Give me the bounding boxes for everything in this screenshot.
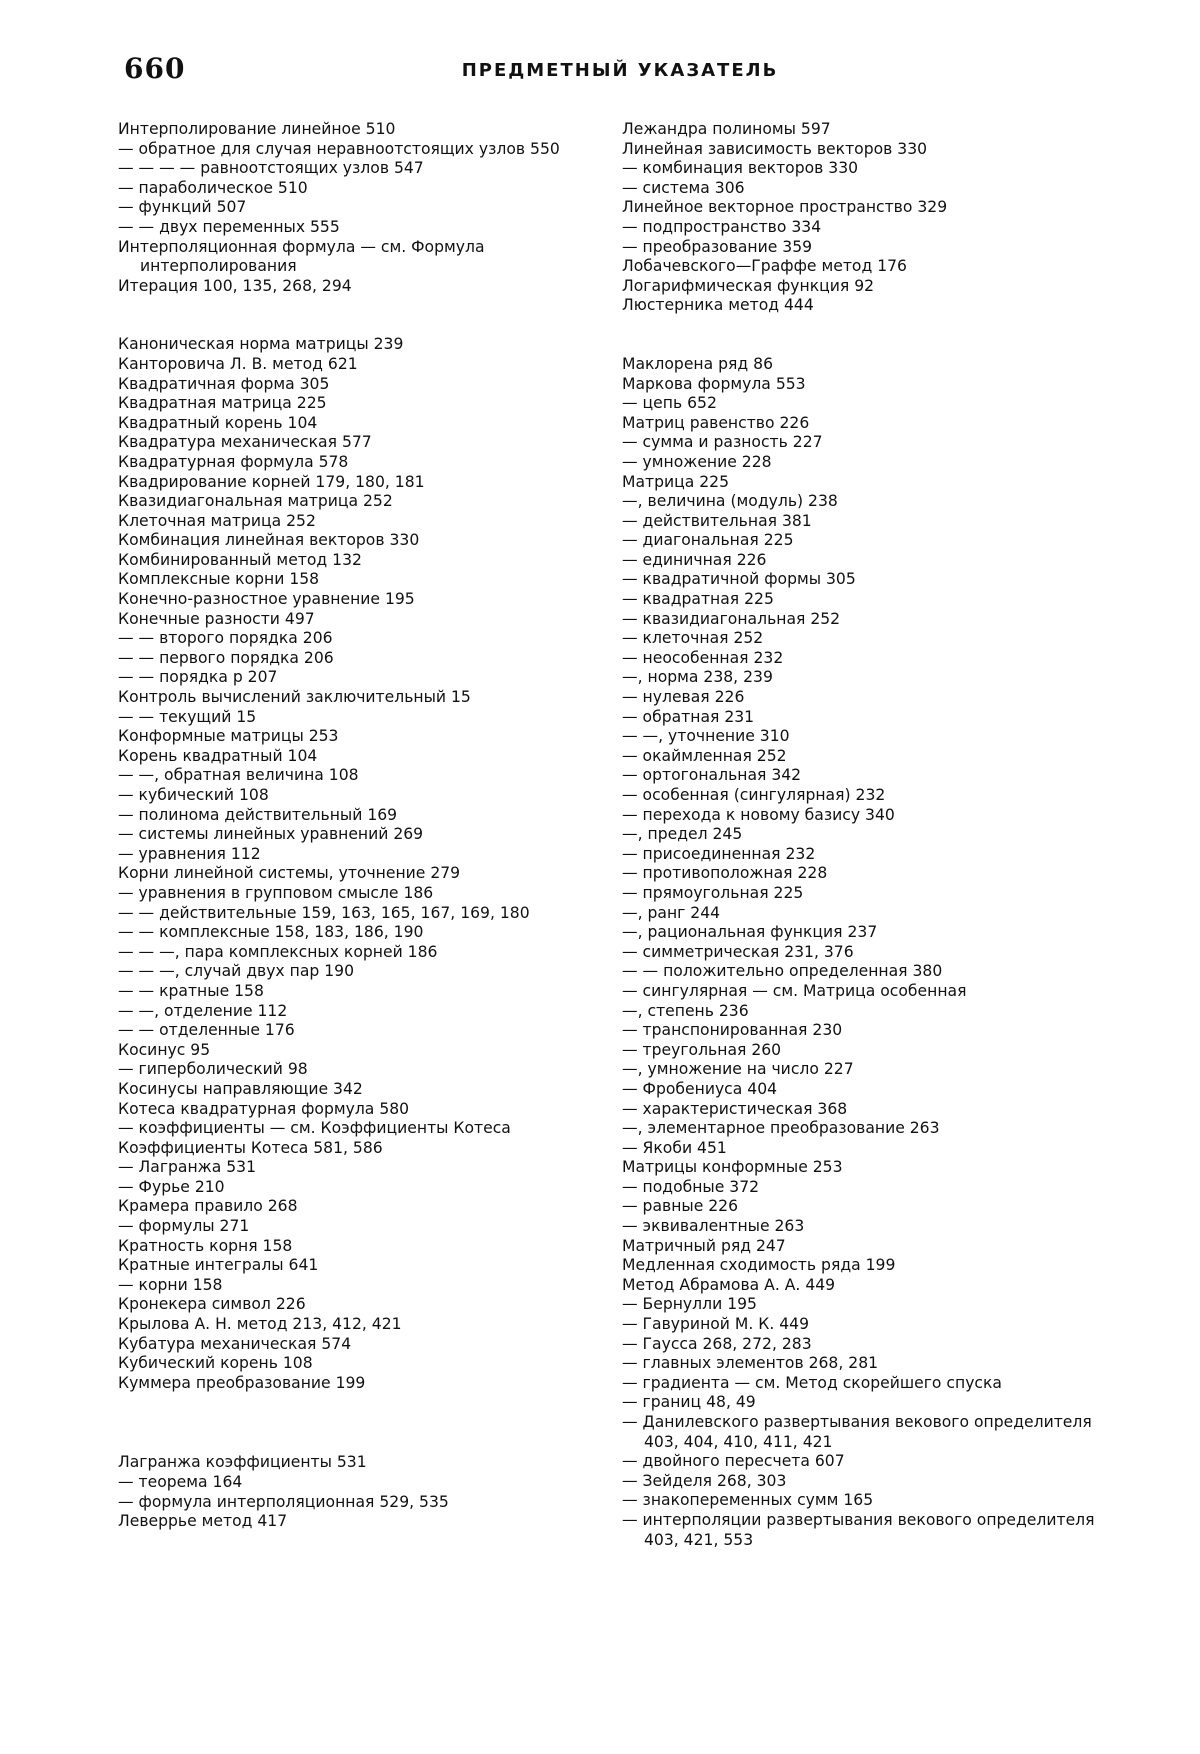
- index-entry: — окаймленная 252: [622, 746, 787, 765]
- index-entry: Корни линейной системы, уточнение 279: [118, 864, 461, 883]
- index-entry: — коэффициенты — см. Коэффициенты Котеса: [118, 1119, 511, 1138]
- index-entry: — — положительно определенная 380: [622, 962, 943, 981]
- index-entry: — кубический 108: [118, 786, 269, 804]
- index-entry: — неособенная 232: [622, 648, 784, 667]
- index-entry: —, степень 236: [622, 1001, 749, 1020]
- index-entry: — перехода к новому базису 340: [622, 805, 895, 824]
- index-entry: Крылова А. Н. метод 213, 412, 421: [118, 1315, 402, 1334]
- index-column-left: [118, 120, 596, 1532]
- index-entry: — прямоугольная 225: [622, 883, 804, 902]
- index-entry: — —, уточнение 310: [622, 727, 790, 746]
- index-entry: Интерполирование линейное 510: [118, 120, 396, 138]
- index-entry: Кронекера символ 226: [118, 1295, 306, 1314]
- index-entry: — Лагранжа 531: [118, 1158, 256, 1177]
- index-entry: Котеса квадратурная формула 580: [118, 1099, 410, 1118]
- index-entry: Конформные матрицы 253: [118, 727, 339, 746]
- index-entry: Крамера правило 268: [118, 1197, 298, 1216]
- index-entry: — двойного пересчета 607: [622, 1452, 845, 1471]
- index-entry: Клеточная матрица 252: [118, 511, 316, 530]
- page-title: ПРЕДМЕТНЫЙ УКАЗАТЕЛЬ: [461, 60, 779, 81]
- index-entry: — интерполяции развертывания векового определителя 403, 421, 553: [622, 1510, 1095, 1549]
- index-entry: — — первого порядка 206: [118, 648, 334, 667]
- index-entry: Комплексные корни 158: [118, 570, 320, 589]
- index-entry: Люстерника метод 444: [622, 296, 814, 315]
- index-section-k: [118, 335, 596, 1393]
- index-entry: — Гаусса 268, 272, 283: [622, 1334, 812, 1353]
- index-entry: — обратная 231: [622, 707, 755, 726]
- index-entry: Косинус 95: [118, 1040, 211, 1059]
- index-entry: — единичная 226: [622, 550, 767, 569]
- index-entry: — комбинация векторов 330: [622, 159, 859, 178]
- index-entry: — главных элементов 268, 281: [622, 1354, 879, 1373]
- index-entry: Кубический корень 108: [118, 1354, 313, 1373]
- index-entry: Интерполяционная формула — см. Формула интерполирования: [118, 237, 485, 276]
- index-entry: Лобачевского—Граффе метод 176: [622, 257, 907, 276]
- index-entry: — умножение 228: [622, 452, 772, 471]
- index-entry: —, ранг 244: [622, 903, 721, 922]
- index-entry: Квадратурная формула 578: [118, 452, 349, 471]
- index-entry: Конечные разности 497: [118, 609, 315, 628]
- index-entry: Логарифмическая функция 92: [622, 276, 875, 295]
- index-entry: Метод Абрамова А. А. 449: [622, 1275, 836, 1294]
- index-entry: Леверрье метод 417: [118, 1512, 288, 1531]
- index-entry: Контроль вычислений заключительный 15: [118, 688, 471, 707]
- index-entry: — границ 48, 49: [622, 1393, 756, 1412]
- index-entry: Матриц равенство 226: [622, 413, 810, 432]
- index-entry: — Гавуриной М. К. 449: [622, 1315, 810, 1334]
- index-entry: Косинусы направляющие 342: [118, 1079, 363, 1098]
- index-entry: Квадратура механическая 577: [118, 433, 372, 452]
- index-entry: — преобразование 359: [622, 237, 813, 256]
- index-entry: — параболическое 510: [118, 178, 308, 197]
- index-entry: — транспонированная 230: [622, 1021, 843, 1040]
- index-entry: Комбинация линейная векторов 330: [118, 531, 420, 550]
- index-entry: Итерация 100, 135, 268, 294: [118, 276, 352, 295]
- index-entry: — функций 507: [118, 198, 247, 217]
- index-entry: Корень квадратный 104: [118, 746, 318, 765]
- index-section-l: [118, 1453, 596, 1531]
- index-entry: — знакопеременных сумм 165: [622, 1491, 874, 1510]
- index-entry: Кратность корня 158: [118, 1236, 293, 1255]
- index-entry: — — отделенные 176: [118, 1021, 295, 1040]
- index-entry: — цепь 652: [622, 394, 717, 413]
- index-entry: — сумма и разность 227: [622, 433, 823, 452]
- index-entry: — равные 226: [622, 1197, 739, 1216]
- index-entry: Линейное векторное пространство 329: [622, 198, 948, 217]
- index-entry: — треугольная 260: [622, 1040, 782, 1059]
- index-entry: — Данилевского развертывания векового определителя 403, 404, 410, 411, 421: [622, 1413, 1092, 1451]
- index-section-m: [622, 355, 1100, 1550]
- index-entry: Матрица 225: [622, 472, 730, 491]
- index-entry: — полинома действительный 169: [118, 805, 398, 824]
- index-entry: —, величина (модуль) 238: [622, 492, 838, 511]
- index-entry: — — порядка p 207: [118, 668, 278, 687]
- index-entry: — диагональная 225: [622, 531, 794, 550]
- index-entry: — подпространство 334: [622, 217, 822, 236]
- index-entry: Лежандра полиномы 597: [622, 120, 831, 138]
- index-entry: Конечно-разностное уравнение 195: [118, 590, 415, 609]
- index-entry: — противоположная 228: [622, 864, 828, 883]
- index-entry: Квазидиагональная матрица 252: [118, 492, 393, 511]
- index-entry: Квадратный корень 104: [118, 413, 318, 432]
- index-entry: Медленная сходимость ряда 199: [622, 1256, 896, 1275]
- index-entry: Лагранжа коэффициенты 531: [118, 1453, 367, 1472]
- index-entry: —, норма 238, 239: [622, 668, 773, 687]
- index-entry: — симметрическая 231, 376: [622, 942, 854, 961]
- index-entry: — — —, случай двух пар 190: [118, 962, 354, 981]
- index-entry: — ортогональная 342: [622, 766, 802, 785]
- index-entry: — квазидиагональная 252: [622, 609, 841, 628]
- index-entry: — обратное для случая неравноотстоящих узлов 550: [118, 139, 560, 158]
- index-entry: —, элементарное преобразование 263: [622, 1119, 940, 1138]
- index-entry: — квадратная 225: [622, 590, 774, 609]
- index-entry: Каноническая норма матрицы 239: [118, 335, 404, 354]
- index-entry: — —, отделение 112: [118, 1001, 288, 1020]
- index-entry: — — второго порядка 206: [118, 629, 333, 648]
- page-number: 660: [124, 52, 186, 85]
- index-entry: — квадратичной формы 305: [622, 570, 856, 589]
- index-entry: — Фробениуса 404: [622, 1079, 778, 1098]
- index-entry: — подобные 372: [622, 1177, 760, 1196]
- index-entry: — Зейделя 268, 303: [622, 1471, 787, 1490]
- index-entry: — формулы 271: [118, 1217, 250, 1236]
- index-entry: —, умножение на число 227: [622, 1060, 854, 1079]
- index-entry: — Фурье 210: [118, 1177, 225, 1196]
- index-entry: — система 306: [622, 178, 745, 197]
- index-entry: — сингулярная — см. Матрица особенная: [622, 981, 967, 1000]
- index-entry: — характеристическая 368: [622, 1099, 848, 1118]
- index-section-l-continued: [622, 120, 1100, 316]
- index-entry: Квадратичная форма 305: [118, 374, 330, 393]
- index-entry: Канторовича Л. В. метод 621: [118, 354, 358, 373]
- index-entry: Маркова формула 553: [622, 374, 806, 393]
- index-entry: — —, обратная величина 108: [118, 766, 359, 785]
- index-entry: Квадрирование корней 179, 180, 181: [118, 472, 425, 491]
- index-entry: Матричный ряд 247: [622, 1236, 786, 1255]
- index-entry: — — кратные 158: [118, 981, 264, 1000]
- index-entry: Комбинированный метод 132: [118, 550, 362, 569]
- index-entry: — присоединенная 232: [622, 844, 816, 863]
- index-entry: Матрицы конформные 253: [622, 1158, 843, 1177]
- index-entry: — особенная (сингулярная) 232: [622, 786, 886, 804]
- index-entry: — корни 158: [118, 1275, 223, 1294]
- index-entry: —, рациональная функция 237: [622, 923, 878, 942]
- index-entry: — клеточная 252: [622, 629, 764, 648]
- index-entry: — градиента — см. Метод скорейшего спуска: [622, 1373, 1002, 1392]
- index-entry: — действительная 381: [622, 511, 812, 530]
- index-entry: — — комплексные 158, 183, 186, 190: [118, 923, 424, 942]
- index-entry: Маклорена ряд 86: [622, 354, 773, 373]
- index-entry: Кратные интегралы 641: [118, 1256, 319, 1275]
- index-entry: — Якоби 451: [622, 1138, 727, 1157]
- index-entry: Квадратная матрица 225: [118, 394, 327, 413]
- index-column-right: [622, 120, 1100, 1550]
- index-entry: — нулевая 226: [622, 688, 745, 707]
- index-entry: — — двух переменных 555: [118, 217, 340, 236]
- index-entry: — теорема 164: [118, 1473, 243, 1491]
- index-entry: — Бернулли 195: [622, 1295, 757, 1314]
- index-entry: — — —, пара комплексных корней 186: [118, 942, 438, 961]
- index-entry: — системы линейных уравнений 269: [118, 825, 424, 844]
- index-entry: — уравнения в групповом смысле 186: [118, 883, 434, 902]
- index-entry: — — текущий 15: [118, 707, 257, 726]
- index-entry: — гиперболический 98: [118, 1060, 308, 1079]
- index-entry: — эквивалентные 263: [622, 1217, 805, 1236]
- index-entry: —, предел 245: [622, 825, 743, 844]
- index-entry: — — — — равноотстоящих узлов 547: [118, 159, 424, 178]
- index-entry: — уравнения 112: [118, 844, 261, 863]
- index-entry: Линейная зависимость векторов 330: [622, 139, 928, 158]
- index-section-i: [118, 120, 596, 296]
- index-entry: Куммера преобразование 199: [118, 1373, 366, 1392]
- index-entry: Коэффициенты Котеса 581, 586: [118, 1138, 383, 1157]
- index-entry: — — действительные 159, 163, 165, 167, 169, 180: [118, 903, 530, 922]
- index-entry: — формула интерполяционная 529, 535: [118, 1492, 449, 1511]
- index-entry: Кубатура механическая 574: [118, 1334, 352, 1353]
